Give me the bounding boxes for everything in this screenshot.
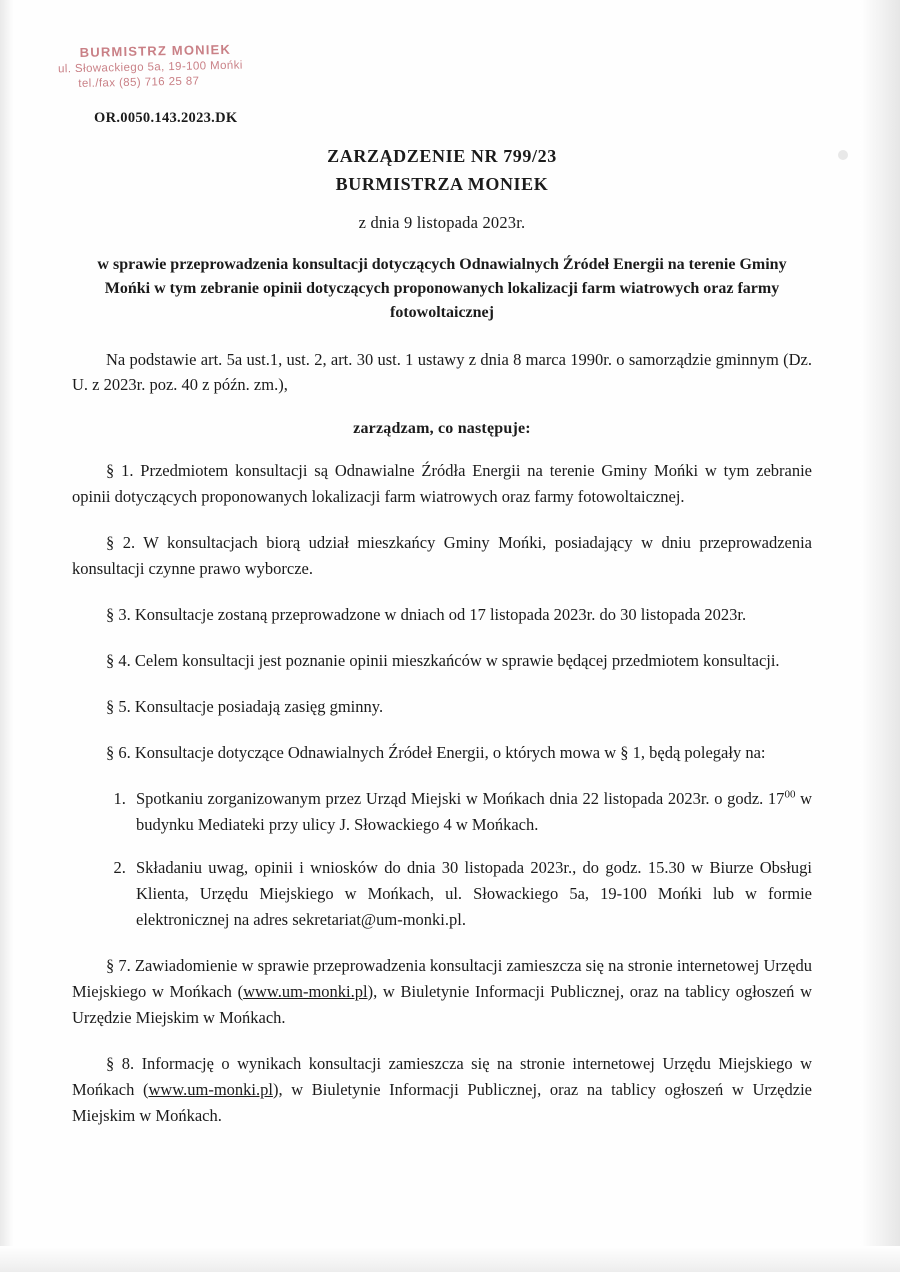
paragraph-8-website-link[interactable]: www.um-monki.pl	[148, 1079, 273, 1099]
paragraph-3: § 3. Konsultacje zostaną przeprowadzone w dniach od 17 listopada 2023r. do 30 listopada 2023r.	[106, 605, 747, 625]
paragraph-8-text-after: ), w Biuletynie Informacji Publicznej, oraz na tablicy ogłoszeń w Urzędzie Miejskim w Mońkach.	[72, 1079, 812, 1126]
scan-edge-left	[0, 0, 14, 1272]
consultation-forms-list	[72, 786, 812, 932]
scan-edge-right	[860, 0, 900, 1272]
stamp-line-phone: tel./fax (85) 716 25 87	[78, 75, 200, 91]
paragraph-7	[72, 953, 812, 1031]
document-reference-number: OR.0050.143.2023.DK	[94, 110, 238, 126]
stamp-line-authority: BURMISTRZ MONIEK	[79, 41, 232, 60]
paragraph-6: § 6. Konsultacje dotyczące Odnawialnych Źródeł Energii, o których mowa w § 1, będą polegały na:	[106, 743, 766, 763]
scan-edge-bottom	[0, 1246, 900, 1272]
list-item	[130, 786, 812, 838]
paragraph-2: § 2. W konsultacjach biorą udział mieszkańcy Gminy Mońki, posiadający w dniu przeprowadzenia konsultacji czynne prawo wyborcze.	[72, 533, 812, 579]
document-title	[72, 143, 812, 199]
title-line-1: ZARZĄDZENIE NR 799/23	[327, 146, 557, 166]
office-stamp	[58, 40, 289, 93]
document-subject: w sprawie przeprowadzenia konsultacji dotyczących Odnawialnych Źródeł Energii na terenie Gminy Mońki w tym zebranie opinii dotyczących proponowanych lokalizacji farm wiatrowych oraz farmy fotowoltaicznej	[97, 255, 787, 321]
document-body	[72, 110, 812, 1129]
paragraph-8	[72, 1051, 812, 1129]
list-item-1-text-after: w budynku Mediateki przy ulicy J. Słowackiego 4 w Mońkach.	[136, 789, 812, 835]
scan-artifact-mark	[838, 150, 848, 160]
document-date: z dnia 9 listopada 2023r.	[358, 212, 526, 232]
paragraph-7-text-after: ), w Biuletynie Informacji Publicznej, oraz na tablicy ogłoszeń w Urzędzie Miejskim w Mońkach.	[72, 981, 812, 1027]
list-item-2-text: Składaniu uwag, opinii i wniosków do dnia 30 listopada 2023r., do godz. 15.30 w Biurze Obsługi Klienta, Urzędu Miejskiego w Mońkach, ul. Słowackiego 5a, 19-100 Mońki lub w formie elektronicznej na adres sekretariat@um-monki.pl.	[136, 857, 812, 929]
paragraph-5: § 5. Konsultacje posiadają zasięg gminny.	[106, 697, 384, 717]
order-heading: zarządzam, co następuje:	[353, 419, 531, 437]
list-item	[130, 855, 812, 933]
stamp-line-address: ul. Słowackiego 5a, 19-100 Mońki	[57, 59, 243, 75]
list-item-1-text-before: Spotkaniu zorganizowanym przez Urząd Miejski w Mońkach dnia 22 listopada 2023r. o godz. 17	[136, 789, 785, 809]
paragraph-1: § 1. Przedmiotem konsultacji są Odnawialne Źródła Energii na terenie Gminy Mońki w tym zebranie opinii dotyczących proponowanych lokalizacji farm wiatrowych oraz farmy fotowoltaicznej.	[72, 460, 812, 506]
legal-basis-paragraph: Na podstawie art. 5a ust.1, ust. 2, art. 30 ust. 1 ustawy z dnia 8 marca 1990r. o samorządzie gminnym (Dz. U. z 2023r. poz. 40 z późn. zm.),	[72, 349, 812, 395]
paragraph-7-website-link[interactable]: www.um-monki.pl	[243, 981, 368, 1001]
paragraph-8-text-before: § 8. Informację o wynikach konsultacji zamieszcza się na stronie internetowej Urzędu Miejskiego w Mońkach (	[72, 1053, 812, 1099]
title-line-2: BURMISTRZA MONIEK	[335, 173, 549, 194]
list-item-1-hour-superscript: 00	[784, 788, 796, 801]
paragraph-4: § 4. Celem konsultacji jest poznanie opinii mieszkańców w sprawie będącej przedmiotem konsultacji.	[106, 651, 780, 671]
paragraph-7-text-before: § 7. Zawiadomienie w sprawie przeprowadzenia konsultacji zamieszcza się na stronie internetowej Urzędu Miejskiego w Mońkach (	[72, 955, 813, 1001]
